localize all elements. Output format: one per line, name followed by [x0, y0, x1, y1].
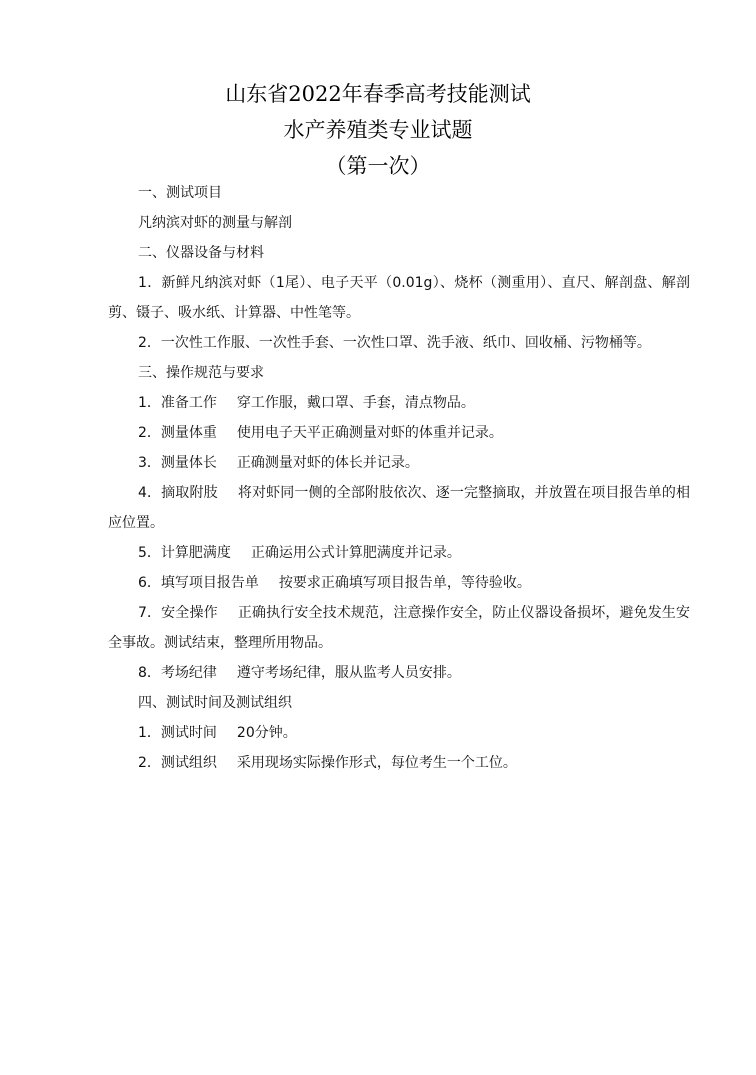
equipment-item-2: 2．一次性工作服、一次性手套、一次性口罩、洗手液、纸巾、回收桶、污物桶等。	[138, 335, 651, 351]
operation-item-fatness	[108, 538, 690, 568]
equipment-item-1: 1．新鲜凡纳滨对虾（1尾）、电子天平（0.01g）、烧杯（测重用）、直尺、解剖盘、解剖剪、镊子、吸水纸、计算器、中性笔等。	[108, 275, 690, 321]
title-line-3: （第一次）	[325, 154, 431, 178]
section-heading-test-item: 一、测试项目	[138, 185, 222, 201]
operation-item-length	[108, 448, 690, 478]
operation-item-discipline	[108, 658, 690, 688]
time-item-text: 20分钟。	[236, 725, 297, 741]
time-item	[108, 718, 690, 748]
time-item-label: 1．测试时间	[138, 725, 217, 741]
organization-item-text: 采用现场实际操作形式，每位考生一个工位。	[236, 755, 517, 771]
operation-item-label: 8．考场纪律	[138, 665, 217, 681]
section-heading-equipment: 二、仪器设备与材料	[138, 245, 264, 261]
organization-item	[108, 748, 690, 778]
section-heading-operation: 三、操作规范与要求	[138, 365, 264, 381]
operation-item-text: 按要求正确填写项目报告单，等待验收。	[278, 575, 531, 591]
operation-item-label: 4．摘取附肢	[138, 485, 218, 501]
operation-item-report	[108, 568, 690, 598]
document-title	[0, 76, 756, 184]
operation-item-weight	[108, 418, 690, 448]
test-item-content: 凡纳滨对虾的测量与解剖	[138, 215, 292, 231]
operation-item-text: 将对虾同一侧的全部附肢依次、逐一完整摘取，并放置在项目报告单的相应位置。	[108, 485, 690, 531]
operation-item-text: 穿工作服，戴口罩、手套，清点物品。	[236, 395, 475, 411]
operation-item-text: 正确测量对虾的体长并记录。	[236, 455, 419, 471]
operation-item-label: 5．计算肥满度	[138, 545, 231, 561]
title-line-1: 山东省2022年春季高考技能测试	[225, 82, 531, 106]
operation-item-text: 正确运用公式计算肥满度并记录。	[250, 545, 461, 561]
operation-item-safety	[108, 598, 690, 658]
operation-item-text: 遵守考场纪律，服从监考人员安排。	[236, 665, 461, 681]
organization-item-label: 2．测试组织	[138, 755, 217, 771]
document-body	[108, 178, 690, 778]
operation-item-text: 正确执行安全技术规范，注意操作安全，防止仪器设备损坏，避免发生安全事故。测试结束，整理所用物品。	[108, 605, 690, 651]
title-line-2: 水产养殖类专业试题	[283, 118, 473, 142]
operation-item-label: 2．测量体重	[138, 425, 217, 441]
operation-item-label: 3．测量体长	[138, 455, 217, 471]
operation-item-appendages	[108, 478, 690, 538]
operation-item-label: 7．安全操作	[138, 605, 218, 621]
operation-item-label: 6．填写项目报告单	[138, 575, 259, 591]
operation-item-preparation	[108, 388, 690, 418]
section-heading-time-organization: 四、测试时间及测试组织	[138, 695, 292, 711]
operation-item-text: 使用电子天平正确测量对虾的体重并记录。	[236, 425, 503, 441]
operation-item-label: 1．准备工作	[138, 395, 217, 411]
